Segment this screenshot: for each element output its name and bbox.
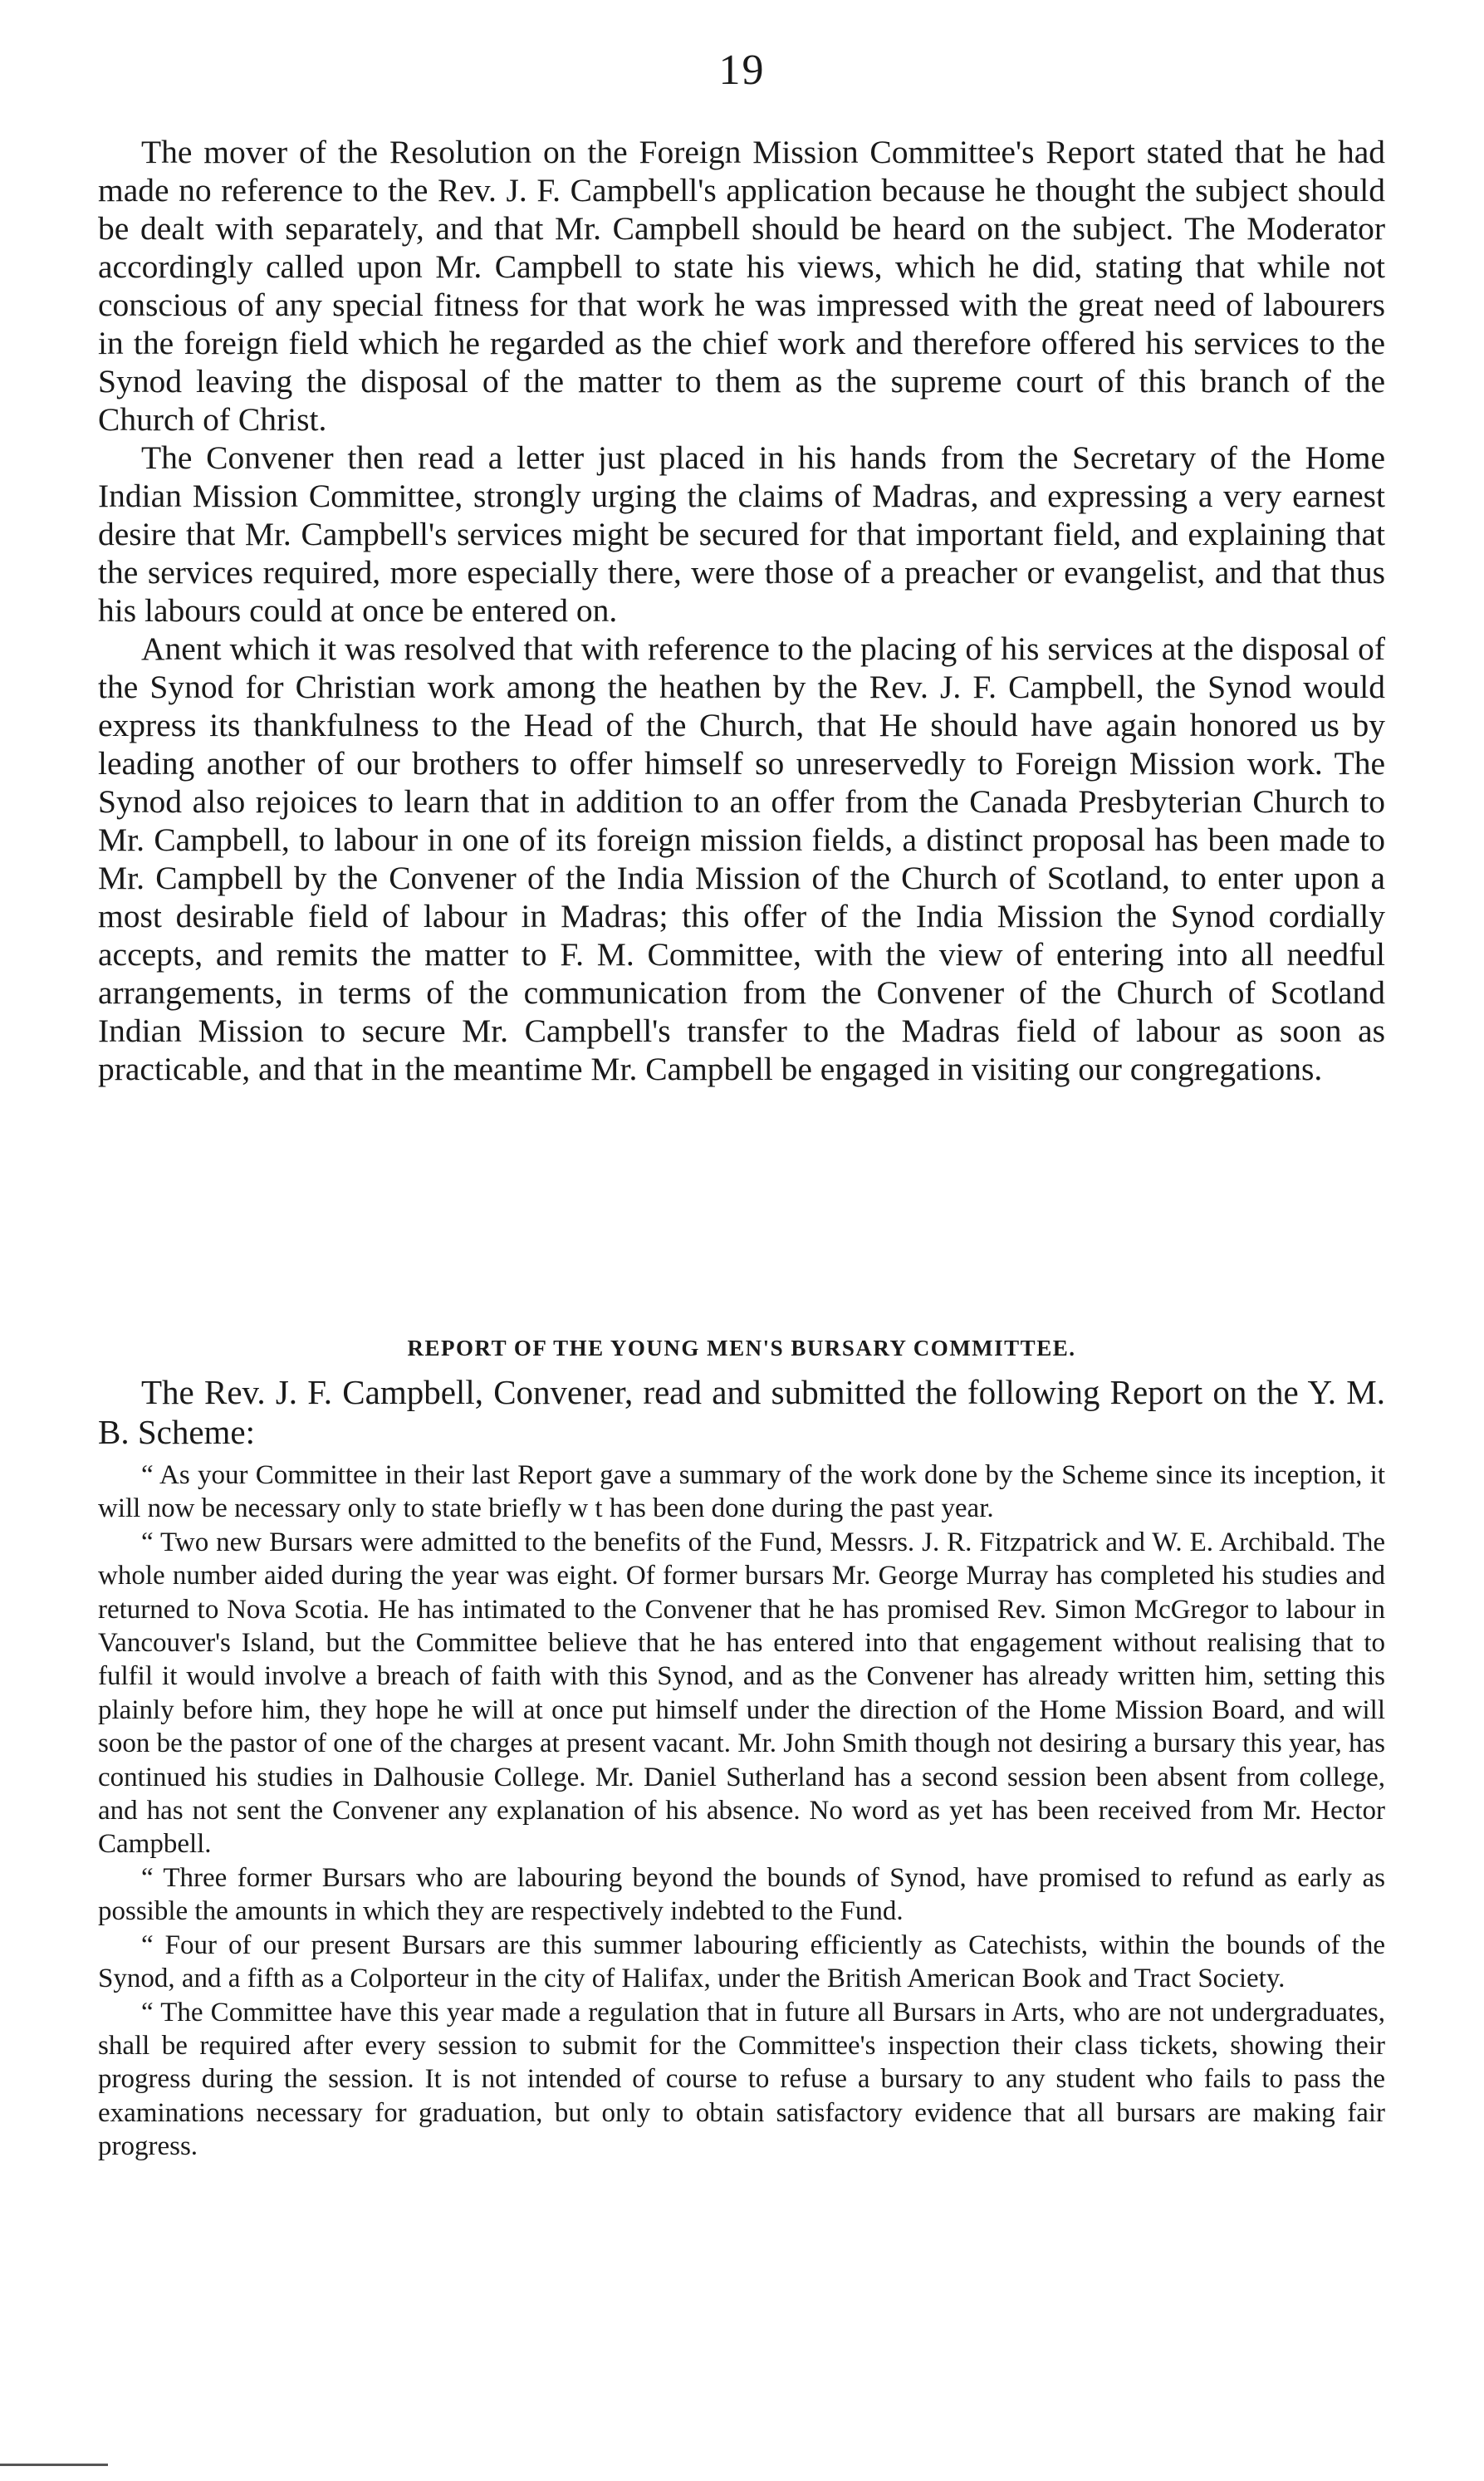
main-text-block <box>98 133 1385 1088</box>
paragraph-synod-resolution: Anent which it was resolved that with reference to the placing of his services at the disposal of the Synod for Christian work among the heathen by the Rev. J. F. Campbell, the Synod would express its thankfulness to the Head of the Church, that He should have again honored us by leading another of our brothers to offer himself so unreservedly to Foreign Mission work. The Synod also rejoices to learn that in addition to an offer from the Canada Presbyterian Church to Mr. Campbell, to labour in one of its foreign mission fields, a distinct proposal has been made to Mr. Campbell by the Convener of the India Mission of the Church of Scotland, to enter upon a most desirable field of labour in Madras; this offer of the India Mission the Synod cordially accepts, and remits the matter to F. M. Committee, with the view of entering into all needful arrangements, in terms of the communication from the Convener of the Church of Scotland Indian Mission to secure Mr. Campbell's transfer to the Madras field of labour as soon as practicable, and that in the meantime Mr. Campbell be engaged in visiting our congregations. <box>98 630 1385 1087</box>
report-text-block <box>98 1459 1385 2164</box>
report-paragraph-regulation: “ The Committee have this year made a regulation that in future all Bursars in Arts, who are not undergraduates, shall be required after every session to submit for the Committee's inspection their class tickets, showing their progress during the session. It is not intended of course to refuse a bursary to any student who fails to pass the examinations necessary for graduation, but only to obtain satisfactory evidence that all bursars are making fair progress. <box>98 1997 1385 2162</box>
footer-rule <box>0 2464 108 2466</box>
report-paragraph-summary: “ As your Committee in their last Report gave a summary of the work done by the Scheme since its inception, it will now be necessary only to state briefly w t has been done during the past year. <box>98 1460 1385 1524</box>
page-number: 19 <box>718 47 766 94</box>
paragraph-convener-letter: The Convener then read a letter just placed in his hands from the Secretary of the Home Indian Mission Committee, strongly urging the claims of Madras, and expressing a very earnest desire that Mr. Campbell's services might be secured for that important field, and explaining that the services required, more especially there, were those of a preacher or evangelist, and that thus his labours could at once be entered on. <box>98 439 1385 629</box>
section-heading: REPORT OF THE YOUNG MEN'S BURSARY COMMITTEE. <box>407 1336 1076 1361</box>
report-paragraph-catechists: “ Four of our present Bursars are this summer labouring efficiently as Catechists, within the bounds of the Synod, and a fifth as a Colporteur in the city of Halifax, under the British American Book and Tract Society. <box>98 1929 1385 1994</box>
report-paragraph-bursars: “ Two new Bursars were admitted to the benefits of the Fund, Messrs. J. R. Fitzpatrick and W. E. Archibald. The whole number aided during the year was eight. Of former bursars Mr. George Murray has completed his studies and returned to Nova Scotia. He has intimated to the Convener that he has promised Rev. Simon McGregor to labour in Vancouver's Island, but the Committee believe that he has entered into that engagement without realising that to fulfil it would involve a breach of faith with this Synod, and as the Convener has already written him, setting this plainly before him, they hope he will at once put himself under the direction of the Home Mission Board, and will soon be the pastor of one of the charges at present vacant. Mr. John Smith though not desiring a bursary this year, has continued his studies in Dalhousie College. Mr. Daniel Sutherland has a second session been absent from college, and has not sent the Convener any explanation of his absence. No word as yet has been received from Mr. Hector Campbell. <box>98 1527 1385 1860</box>
paragraph-mover-resolution: The mover of the Resolution on the Foreign Mission Committee's Report stated that he had made no reference to the Rev. J. F. Campbell's application because he thought the subject should be dealt with separately, and that Mr. Campbell should be heard on the subject. The Moderator accordingly called upon Mr. Campbell to state his views, which he did, stating that while not conscious of any special fitness for that work he was impressed with the great need of labourers in the foreign field which he regarded as the chief work and therefore offered his services to the Synod leaving the disposal of the matter to them as the supreme court of this branch of the Church of Christ. <box>98 134 1385 438</box>
report-paragraph-refund: “ Three former Bursars who are labouring beyond the bounds of Synod, have promised to refund as early as possible the amounts in which they are respectively indebted to the Fund. <box>98 1862 1385 1927</box>
section-intro: The Rev. J. F. Campbell, Convener, read and submitted the following Report on the Y. M. B. Scheme: <box>98 1373 1385 1451</box>
section-intro-block <box>98 1372 1385 1452</box>
